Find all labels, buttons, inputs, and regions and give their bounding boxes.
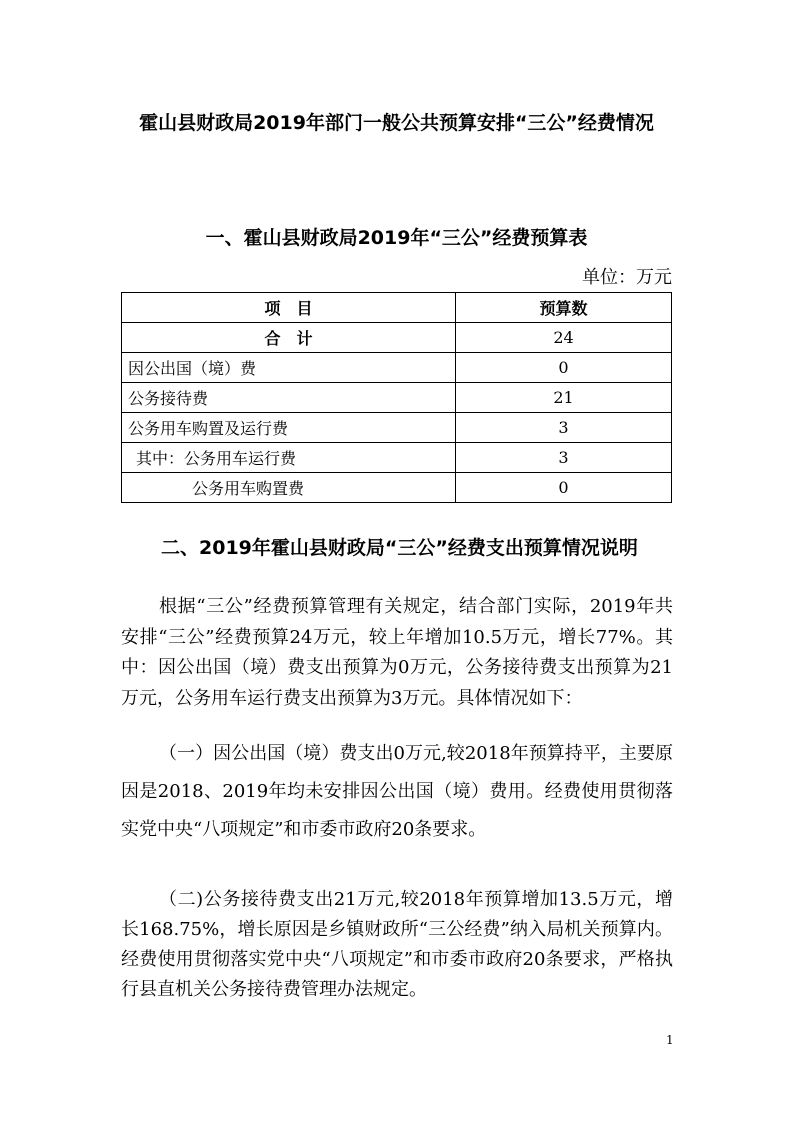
row-value: 0: [456, 473, 672, 503]
row-value: 21: [456, 383, 672, 413]
table-row: [122, 323, 672, 353]
row-label: 公务接待费: [122, 383, 456, 413]
header-item: 项 目: [122, 293, 456, 323]
section2-heading: 二、2019年霍山县财政局“三公”经费支出预算情况说明: [161, 537, 638, 559]
table-row: [122, 443, 672, 473]
paragraph-overview: 根据“三公”经费预算管理有关规定，结合部门实际，2019年共安排“三公”经费预算24万元，较上年增加10.5万元，增长77%。其中：因公出国（境）费支出预算为0万元，公务接待费支出预算为21万元，公务用车运行费支出预算为3万元。具体情况如下：: [121, 596, 673, 709]
header-budget: 预算数: [456, 293, 672, 323]
row-value: 3: [456, 413, 672, 443]
table-header-row: [122, 293, 672, 323]
row-label: 因公出国（境）费: [122, 353, 456, 383]
row-label: 其中：公务用车运行费: [122, 443, 456, 473]
unit-label: 单位：万元: [582, 267, 672, 288]
row-label: 公务用车购置费: [122, 473, 456, 503]
table-row: [122, 383, 672, 413]
budget-table: [121, 292, 672, 503]
paragraph-overseas-travel: （一）因公出国（境）费支出0万元,较2018年预算持平，主要原因是2018、2019年均未安排因公出国（境）费用。经费使用贯彻落实党中央“八项规定”和市委市政府20条要求。: [121, 743, 673, 840]
section1-heading: 一、霍山县财政局2019年“三公”经费预算表: [205, 227, 588, 249]
row-value: 0: [456, 353, 672, 383]
row-value: 24: [456, 323, 672, 353]
row-value: 3: [456, 443, 672, 473]
page-number: 1: [666, 1033, 674, 1047]
paragraph-reception: （二)公务接待费支出21万元,较2018年预算增加13.5万元，增长168.75%，增长原因是乡镇财政所“三公经费”纳入局机关预算内。经费使用贯彻落实党中央“八项规定”和市委市政府20条要求，严格执行县直机关公务接待费管理办法规定。: [121, 889, 673, 1000]
table-row: [122, 353, 672, 383]
table-row: [122, 413, 672, 443]
document-title: 霍山县财政局2019年部门一般公共预算安排“三公”经费情况: [139, 112, 654, 134]
row-label: 公务用车购置及运行费: [122, 413, 456, 443]
table-row: [122, 473, 672, 503]
row-label: 合 计: [122, 323, 456, 353]
